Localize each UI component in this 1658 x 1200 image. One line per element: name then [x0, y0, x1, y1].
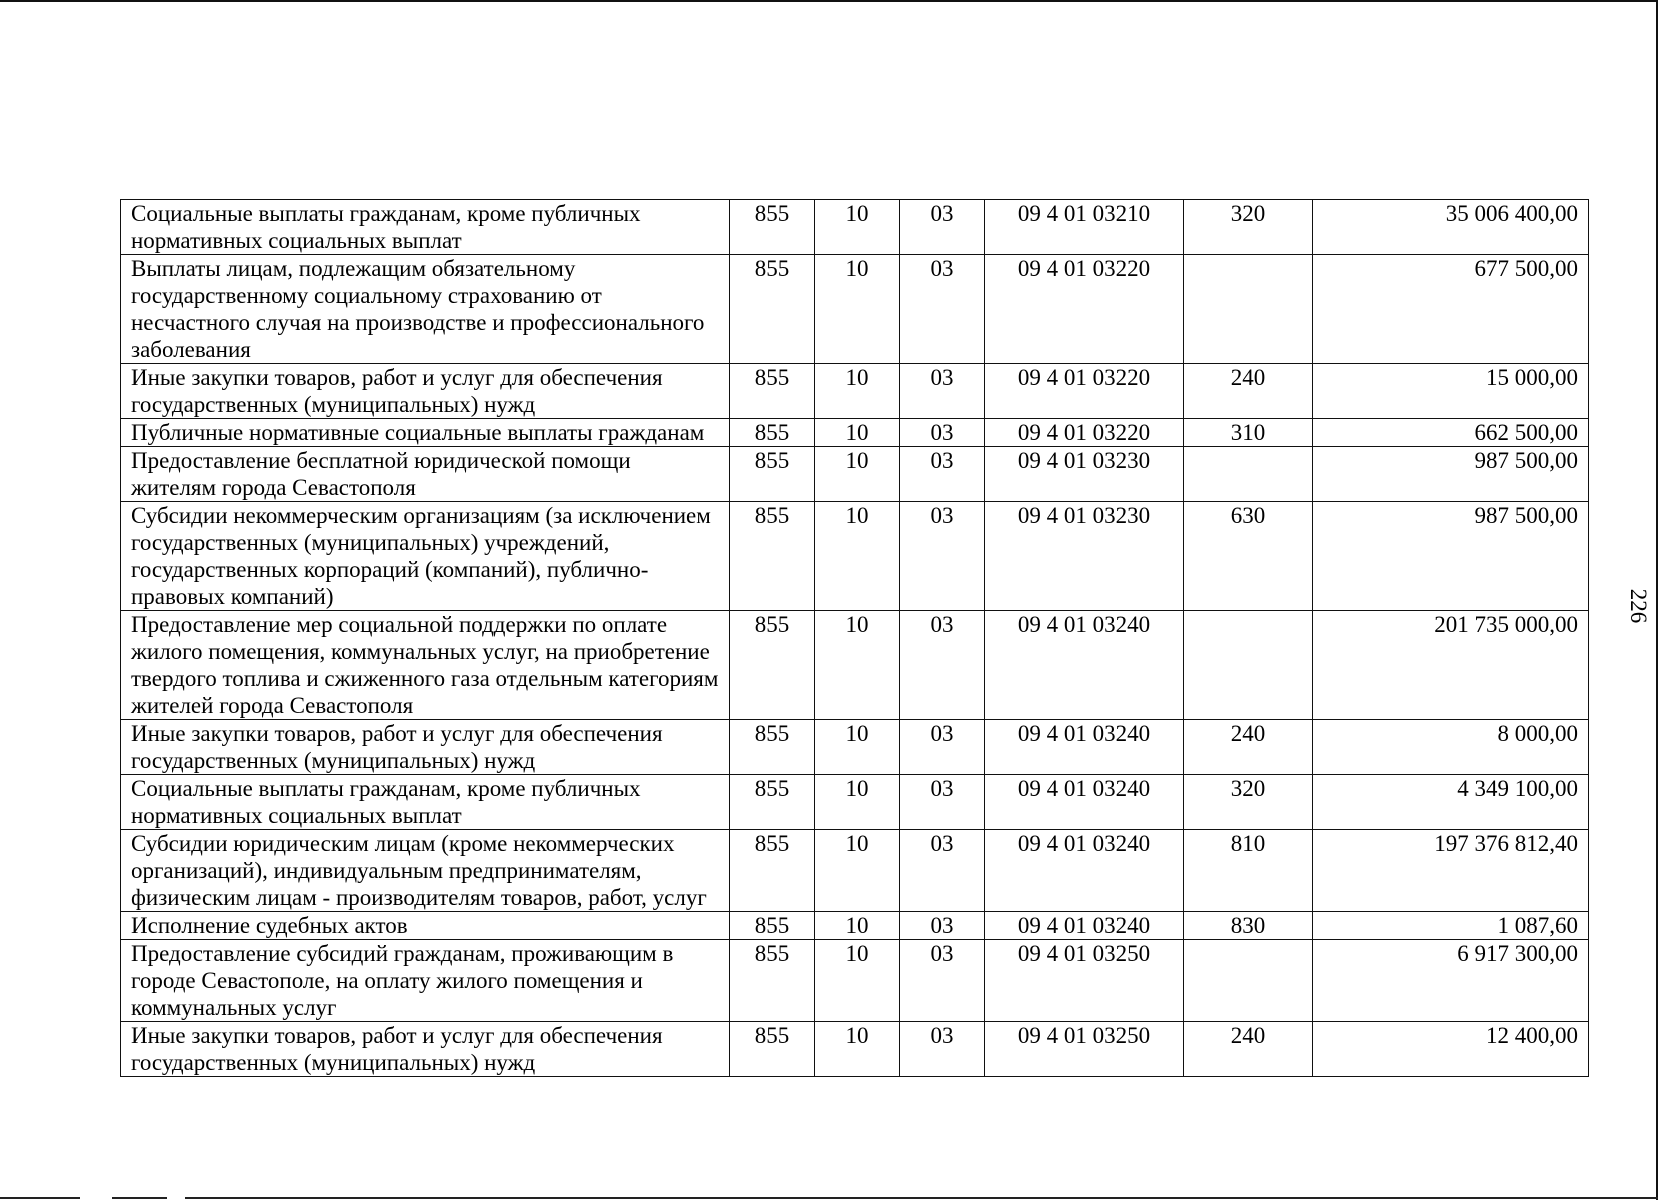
table-row — [121, 720, 1589, 775]
expense-name-cell: Предоставление субсидий гражданам, проживающим в городе Севастополе, на оплату жилого помещения и коммунальных услуг — [121, 940, 730, 1022]
expense-name-cell: Исполнение судебных актов — [121, 912, 730, 940]
section-code-cell: 10 — [815, 912, 900, 940]
ministry-code-cell: 855 — [730, 200, 815, 255]
expense-name-cell: Выплаты лицам, подлежащим обязательному государственному социальному страхованию от несчастного случая на производстве и профессионального заболевания — [121, 255, 730, 364]
target-article-code-cell: 09 4 01 03250 — [985, 940, 1184, 1022]
amount-cell: 12 400,00 — [1313, 1022, 1589, 1077]
expense-type-code-cell — [1184, 255, 1313, 364]
table-row — [121, 830, 1589, 912]
section-code-cell: 10 — [815, 775, 900, 830]
target-article-code-cell: 09 4 01 03220 — [985, 255, 1184, 364]
expense-name-cell: Иные закупки товаров, работ и услуг для обеспечения государственных (муниципальных) нужд — [121, 1022, 730, 1077]
section-code-cell: 10 — [815, 419, 900, 447]
amount-cell: 1 087,60 — [1313, 912, 1589, 940]
ministry-code-cell: 855 — [730, 912, 815, 940]
expense-type-code-cell: 240 — [1184, 364, 1313, 419]
target-article-code-cell: 09 4 01 03240 — [985, 720, 1184, 775]
ministry-code-cell: 855 — [730, 502, 815, 611]
amount-cell: 4 349 100,00 — [1313, 775, 1589, 830]
section-code-cell: 10 — [815, 720, 900, 775]
target-article-code-cell: 09 4 01 03240 — [985, 611, 1184, 720]
target-article-code-cell: 09 4 01 03220 — [985, 364, 1184, 419]
section-code-cell: 10 — [815, 255, 900, 364]
target-article-code-cell: 09 4 01 03240 — [985, 830, 1184, 912]
table-row — [121, 775, 1589, 830]
amount-cell: 201 735 000,00 — [1313, 611, 1589, 720]
subsection-code-cell: 03 — [900, 775, 985, 830]
table-row — [121, 912, 1589, 940]
expense-type-code-cell: 240 — [1184, 1022, 1313, 1077]
expense-name-cell: Иные закупки товаров, работ и услуг для обеспечения государственных (муниципальных) нужд — [121, 720, 730, 775]
amount-cell: 987 500,00 — [1313, 502, 1589, 611]
expense-type-code-cell: 630 — [1184, 502, 1313, 611]
subsection-code-cell: 03 — [900, 912, 985, 940]
target-article-code-cell: 09 4 01 03230 — [985, 447, 1184, 502]
subsection-code-cell: 03 — [900, 1022, 985, 1077]
amount-cell: 35 006 400,00 — [1313, 200, 1589, 255]
expense-name-cell: Субсидии юридическим лицам (кроме некоммерческих организаций), индивидуальным предпринимателям, физическим лицам - производителям товаров, работ, услуг — [121, 830, 730, 912]
top-border-line — [0, 0, 1658, 2]
target-article-code-cell: 09 4 01 03240 — [985, 775, 1184, 830]
section-code-cell: 10 — [815, 1022, 900, 1077]
subsection-code-cell: 03 — [900, 611, 985, 720]
section-code-cell: 10 — [815, 447, 900, 502]
expense-name-cell: Социальные выплаты гражданам, кроме публичных нормативных социальных выплат — [121, 775, 730, 830]
target-article-code-cell: 09 4 01 03240 — [985, 912, 1184, 940]
expense-type-code-cell — [1184, 447, 1313, 502]
table-row — [121, 419, 1589, 447]
page-number: 226 — [1626, 588, 1651, 624]
subsection-code-cell: 03 — [900, 419, 985, 447]
expense-name-cell: Публичные нормативные социальные выплаты гражданам — [121, 419, 730, 447]
table-row — [121, 255, 1589, 364]
ministry-code-cell: 855 — [730, 940, 815, 1022]
amount-cell: 197 376 812,40 — [1313, 830, 1589, 912]
subsection-code-cell: 03 — [900, 830, 985, 912]
expense-name-cell: Иные закупки товаров, работ и услуг для обеспечения государственных (муниципальных) нужд — [121, 364, 730, 419]
ministry-code-cell: 855 — [730, 1022, 815, 1077]
expense-type-code-cell: 320 — [1184, 200, 1313, 255]
subsection-code-cell: 03 — [900, 364, 985, 419]
section-code-cell: 10 — [815, 830, 900, 912]
ministry-code-cell: 855 — [730, 364, 815, 419]
target-article-code-cell: 09 4 01 03220 — [985, 419, 1184, 447]
ministry-code-cell: 855 — [730, 419, 815, 447]
expense-type-code-cell: 240 — [1184, 720, 1313, 775]
budget-table — [120, 199, 1589, 1077]
subsection-code-cell: 03 — [900, 720, 985, 775]
bottom-border-line — [185, 1197, 1658, 1199]
expense-name-cell: Социальные выплаты гражданам, кроме публичных нормативных социальных выплат — [121, 200, 730, 255]
expense-type-code-cell — [1184, 611, 1313, 720]
amount-cell: 987 500,00 — [1313, 447, 1589, 502]
budget-table-body — [121, 200, 1589, 1077]
expense-type-code-cell: 810 — [1184, 830, 1313, 912]
target-article-code-cell: 09 4 01 03230 — [985, 502, 1184, 611]
section-code-cell: 10 — [815, 200, 900, 255]
table-row — [121, 364, 1589, 419]
ministry-code-cell: 855 — [730, 775, 815, 830]
table-row — [121, 940, 1589, 1022]
ministry-code-cell: 855 — [730, 611, 815, 720]
bottom-border-line — [112, 1197, 167, 1199]
expense-name-cell: Предоставление бесплатной юридической помощи жителям города Севастополя — [121, 447, 730, 502]
subsection-code-cell: 03 — [900, 255, 985, 364]
expense-type-code-cell: 320 — [1184, 775, 1313, 830]
amount-cell: 8 000,00 — [1313, 720, 1589, 775]
target-article-code-cell: 09 4 01 03210 — [985, 200, 1184, 255]
ministry-code-cell: 855 — [730, 447, 815, 502]
target-article-code-cell: 09 4 01 03250 — [985, 1022, 1184, 1077]
table-row — [121, 1022, 1589, 1077]
subsection-code-cell: 03 — [900, 940, 985, 1022]
expense-name-cell: Субсидии некоммерческим организациям (за исключением государственных (муниципальных) учреждений, государственных корпораций (компаний), публично-правовых компаний) — [121, 502, 730, 611]
amount-cell: 6 917 300,00 — [1313, 940, 1589, 1022]
table-row — [121, 502, 1589, 611]
section-code-cell: 10 — [815, 364, 900, 419]
subsection-code-cell: 03 — [900, 447, 985, 502]
table-row — [121, 200, 1589, 255]
amount-cell: 662 500,00 — [1313, 419, 1589, 447]
subsection-code-cell: 03 — [900, 502, 985, 611]
section-code-cell: 10 — [815, 611, 900, 720]
section-code-cell: 10 — [815, 940, 900, 1022]
bottom-border-line — [0, 1197, 80, 1199]
amount-cell: 15 000,00 — [1313, 364, 1589, 419]
section-code-cell: 10 — [815, 502, 900, 611]
table-row — [121, 611, 1589, 720]
expense-type-code-cell: 310 — [1184, 419, 1313, 447]
ministry-code-cell: 855 — [730, 830, 815, 912]
expense-name-cell: Предоставление мер социальной поддержки по оплате жилого помещения, коммунальных услуг, на приобретение твердого топлива и сжиженного газа отдельным категориям жителей города Севастополя — [121, 611, 730, 720]
expense-type-code-cell — [1184, 940, 1313, 1022]
expense-type-code-cell: 830 — [1184, 912, 1313, 940]
table-row — [121, 447, 1589, 502]
ministry-code-cell: 855 — [730, 255, 815, 364]
ministry-code-cell: 855 — [730, 720, 815, 775]
subsection-code-cell: 03 — [900, 200, 985, 255]
amount-cell: 677 500,00 — [1313, 255, 1589, 364]
